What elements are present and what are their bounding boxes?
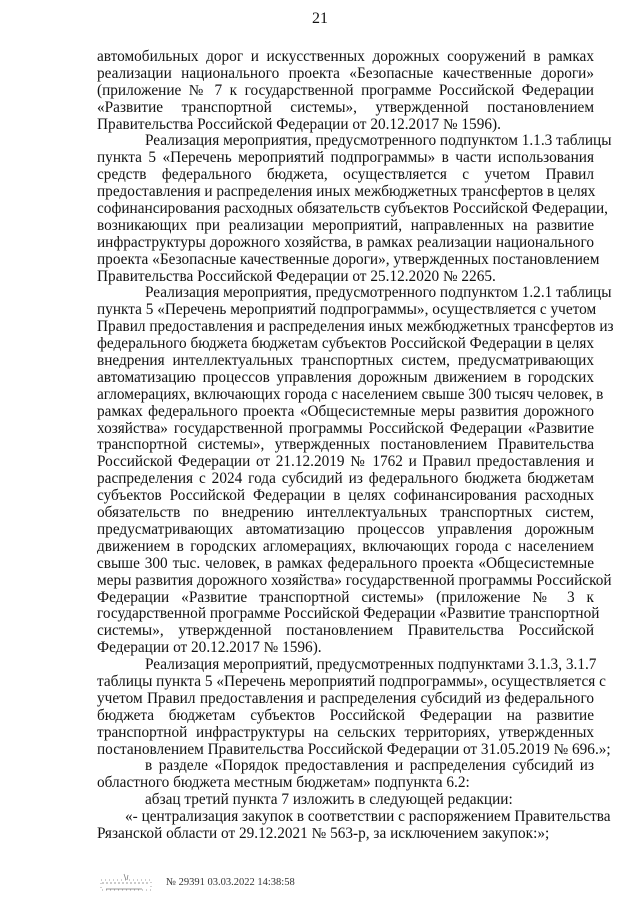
text-line: движением в городских агломерациях, включающих города с населением [97, 537, 594, 555]
text-line: Реализация мероприятий, предусмотренных подпунктами 3.1.3, 3.1.7 [145, 656, 597, 674]
paragraph [97, 49, 594, 133]
text-line: государственной программе Российской Федерации «Развитие транспортной [97, 605, 600, 623]
text-line: Федерации от 20.12.2017 № 1596). [97, 639, 322, 657]
text-line: федерального бюджета бюджетам субъектов Российской Федерации в целях [97, 335, 595, 353]
text-line: учетом Правил предоставления и распределения субсидий из федерального [97, 689, 594, 707]
text-line: Реализация мероприятия, предусмотренного подпунктом 1.2.1 таблицы [145, 284, 612, 302]
text-line: Реализация мероприятия, предусмотренного подпунктом 1.1.3 таблицы [145, 132, 612, 150]
text-line: Рязанской области от 29.12.2021 № 563-р, за исключением закупок:»; [97, 824, 550, 842]
text-line: системы», утвержденной постановлением Правительства Российской [97, 622, 594, 640]
text-line: рамках федерального проекта «Общесистемные меры развития дорожного [97, 402, 594, 420]
document-body [97, 48, 614, 843]
text-line: софинансирования расходных обязательств субъектов Российской Федерации, [97, 200, 608, 218]
paragraph [97, 758, 594, 792]
text-line: автоматизацию процессов управления дорожным движением в городских [97, 368, 594, 386]
text-line: агломерациях, включающих города с населением свыше 300 тысяч человек, в [97, 385, 604, 403]
text-line: распределения с 2024 года субсидий из федерального бюджета бюджетам [97, 470, 594, 488]
paragraph [97, 808, 611, 843]
text-line: пункта 5 «Перечень мероприятий подпрограммы» в части использования [97, 149, 594, 167]
paragraph [97, 656, 611, 758]
text-line: предусматривающих автоматизацию процессов управления дорожным [97, 520, 594, 538]
paragraph [97, 284, 614, 657]
document-footer [98, 872, 295, 892]
text-line: меры развития дорожного хозяйства» государственной программы Российской [97, 571, 612, 589]
text-line: средств федерального бюджета, осуществляется с учетом Правил [97, 166, 594, 184]
text-line: транспортной системы», утвержденных постановлением Правительства [97, 436, 594, 454]
text-line: инфраструктуры дорожного хозяйства, в рамках реализации национального [97, 233, 594, 251]
paragraph [97, 792, 594, 809]
text-line: внедрения интеллектуальных транспортных систем, предусматривающих [97, 352, 594, 370]
text-line: постановлением Правительства Российской Федерации от 31.05.2019 № 696.»; [97, 740, 611, 758]
text-line: свыше 300 тыс. человек, в рамках федерального проекта «Общесистемные [97, 554, 594, 572]
paragraph [97, 132, 612, 285]
text-line: «Развитие транспортной системы», утвержденной постановлением [97, 98, 594, 116]
text-line: автомобильных дорог и искусственных дорожных сооружений в рамках [97, 48, 594, 65]
text-line: проекта «Безопасные качественные дороги», утвержденных постановлением [97, 250, 600, 268]
text-line: таблицы пункта 5 «Перечень мероприятий подпрограммы», осуществляется с [97, 672, 606, 690]
text-line: реализации национального проекта «Безопасные качественные дороги» [97, 64, 594, 82]
text-line: пункта 5 «Перечень мероприятий подпрограммы», осуществляется с учетом [97, 301, 597, 319]
text-line: предоставления и распределения иных межбюджетных трансфертов в целях [97, 183, 596, 201]
page-number: 21 [312, 10, 328, 27]
text-line: субъектов Российской Федерации в целях софинансирования расходных [97, 487, 594, 505]
text-line: Российской Федерации от 21.12.2019 № 1762 и Правил предоставления и [97, 453, 594, 471]
text-line: бюджета бюджетам субъектов Российской Федерации на развитие [97, 706, 594, 724]
text-line: Правительства Российской Федерации от 20.12.2017 № 1596). [97, 115, 501, 133]
text-line: Правительства Российской Федерации от 25.12.2020 № 2265. [97, 267, 496, 285]
text-line: Федерации «Развитие транспортной системы» (приложение № 3 к [97, 588, 594, 606]
text-line: Правил предоставления и распределения иных межбюджетных трансфертов из [97, 318, 614, 336]
registry-stamp-icon [98, 872, 156, 892]
text-line: (приложение № 7 к государственной программе Российской Федерации [97, 81, 594, 99]
text-line: абзац третий пункта 7 изложить в следующей редакции: [145, 791, 513, 809]
text-line: возникающих при реализации мероприятий, направленных на развитие [97, 216, 594, 234]
text-line: хозяйства» государственной программы Российской Федерации «Развитие [97, 419, 594, 437]
text-line: «- централизация закупок в соответствии с распоряжением Правительства [125, 808, 611, 826]
text-line: областного бюджета местным бюджетам» подпункта 6.2: [97, 774, 470, 792]
text-line: в разделе «Порядок предоставления и распределения субсидий из [145, 757, 594, 775]
text-line: обязательств по внедрению интеллектуальных транспортных систем, [97, 504, 594, 522]
registration-number: № 29391 03.03.2022 14:38:58 [166, 876, 295, 888]
text-line: транспортной инфраструктуры на сельских территориях, утвержденных [97, 723, 594, 741]
